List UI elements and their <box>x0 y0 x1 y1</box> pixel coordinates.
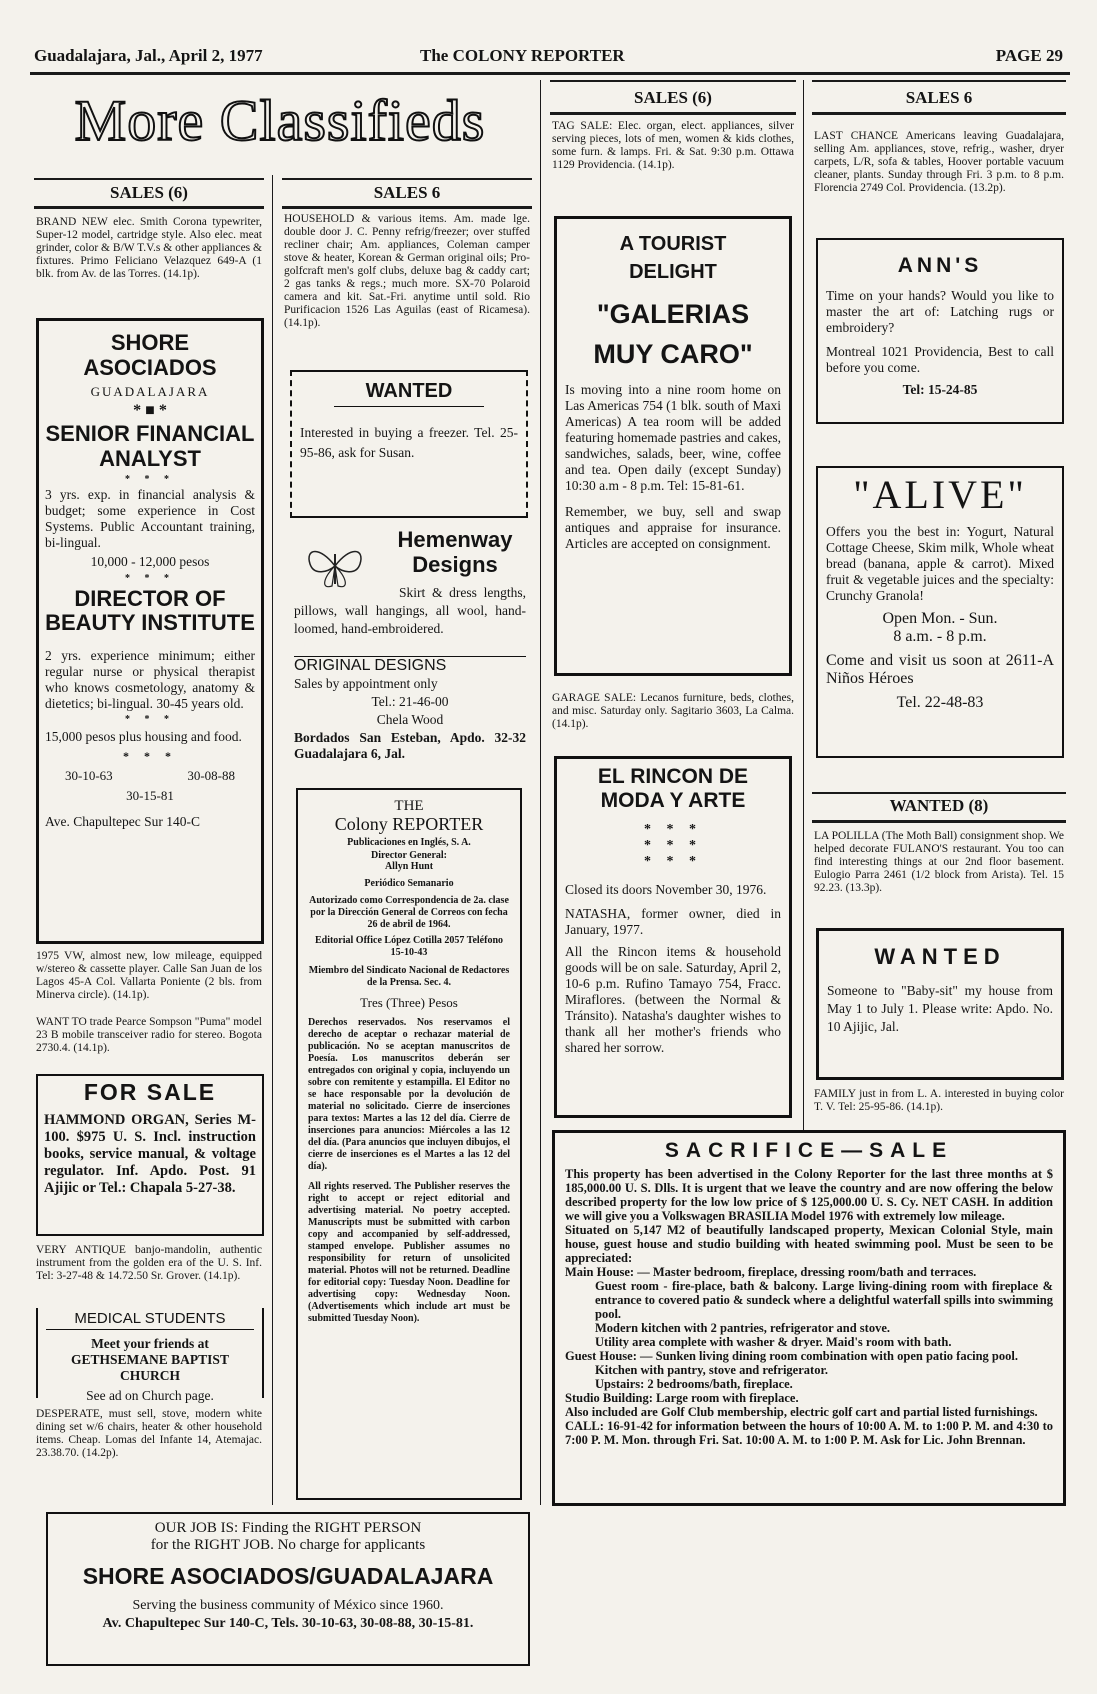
medical-students-ad <box>36 1308 264 1403</box>
call-info: CALL: 16-91-42 for information between the hours of 10:00 A. M. to 1:00 P. M. and 4:30 to 7:00 P. M. Mon. through Fri. Sat. 10:00 A. M. to 1:00 P. M. Ask for Lic. John Brennan. <box>565 1418 1053 1447</box>
classified-ad: HOUSEHOLD & various items. Am. made lge. double door J. C. Penny refrig/freezer; over stuffed recliner chair; Am. appliances, Coleman camper stove & heater, Korean & German original oils; Pro-golfcraft men's golf clubs, deluxe bag & caddy cart; 2 gas tanks & regs.; much more. SX-70 Polaroid camera and kit. Sat.-Fri. anytime until sold. Rio Purificacion 1526 Las Aguilas (east of Ricamesa). (14.1p). <box>284 213 530 329</box>
ad-body: All the Rincon items & household goods will be on sale. Saturday, April 2, 10-6 p.m. Rufino Tamayo 754, Fracc. Miraflores. (between the Normal & Tránsito). Natasha's daughter wishes to thank all her mother's friends who shared her sorrow. <box>565 944 781 1056</box>
separator: * * * <box>644 822 702 838</box>
ad-address: Montreal 1021 Providencia, Best to call before you come. <box>826 343 1054 375</box>
classified-ad: FAMILY just in from L. A. interested in buying color T. V. Tel: 25-95-86. (14.1p). <box>814 1088 1064 1113</box>
also-included: Also included are Golf Club membership, electric golf cart and partial listed furnishings. <box>565 1404 1038 1419</box>
separator: * * * <box>644 854 702 870</box>
ad-title: WANTED <box>874 944 1006 969</box>
shop-name: EL RINCON DE MODA Y ARTE <box>597 765 749 812</box>
ad-body: Skirt & dress lengths, pillows, wall hangings, all wool, hand-loomed, hand-embroidered. <box>294 585 526 636</box>
separator: * * * <box>644 838 702 854</box>
ad-location: Situated on 5,147 M2 of beautifully landscaped property, Mexican Colonial Style, main house, guest house and studio building with heated swimming pool. Must be seen to be appreciated: <box>565 1222 1053 1265</box>
ad-title: SACRIFICE—SALE <box>664 1139 954 1162</box>
job-salary: 15,000 pesos plus housing and food. <box>45 728 242 744</box>
ad-contact: Chela Wood <box>376 712 444 727</box>
section-heading: SALES 6 <box>905 88 973 107</box>
firm-city: GUADALAJARA <box>90 384 210 400</box>
classified-ad: TAG SALE: Elec. organ, elect. appliances, silver serving pieces, lots of men, women & kids clothes, some furn. & lamps. Fri. & Sat. 9:30 p.m. Ottawa 1129 Providencia. (14.1p). <box>552 120 794 171</box>
shop-name: "GALERIAS MUY CARO" <box>593 298 753 369</box>
ad-body-2: Remember, we buy, sell and swap antiques and appraise for insurance. Articles are accepted on consignment. <box>565 503 781 551</box>
ad-title: MEDICAL STUDENTS <box>46 1310 254 1330</box>
ad-brand: ORIGINAL DESIGNS <box>294 656 526 675</box>
studio: Studio Building: Large room with fireplace. <box>565 1390 799 1405</box>
guest-kitchen: Kitchen with pantry, stove and refrigerator. <box>595 1362 828 1377</box>
anns-ad <box>816 238 1064 424</box>
ad-note: See ad on Church page. <box>86 1388 214 1403</box>
ad-line: OUR JOB IS: Finding the RIGHT PERSON <box>154 1520 422 1536</box>
section-heading: WANTED (8) <box>889 796 989 815</box>
reporter-publisher: Publicaciones en Inglés, S. A. <box>347 837 471 848</box>
column-divider <box>540 80 541 1505</box>
header-rule <box>30 72 1070 75</box>
shore-asociados-footer-ad <box>46 1512 530 1666</box>
ad-tel: Tel: 15-24-85 <box>902 381 978 397</box>
membership: Miembro del Sindicato Nacional de Redactores de la Prensa. Sec. 4. <box>308 965 510 988</box>
job-title: SENIOR FINANCIAL ANALYST <box>45 421 255 471</box>
section-masthead: More Classifieds <box>74 88 486 153</box>
ad-hours: 8 a.m. - 8 p.m. <box>893 628 987 645</box>
ad-body: Interested in buying a freezer. Tel. 25-95-86, ask for Susan. <box>300 425 518 461</box>
firm-address: Ave. Chapultepec Sur 140-C <box>45 813 200 829</box>
column-divider <box>803 80 804 1165</box>
hemenway-designs-ad <box>290 524 528 776</box>
separator: * * * <box>125 572 175 584</box>
alive-ad <box>816 466 1064 758</box>
ad-body: Closed its doors November 30, 1976. <box>565 882 767 898</box>
kitchen: Modern kitchen with 2 pantries, refrigerator and stove. <box>595 1320 890 1335</box>
ad-tel: Tel. 22-48-83 <box>896 694 984 711</box>
classified-ad: LAST CHANCE Americans leaving Guadalajara, selling Am. appliances, stove, refrig., washer, dryer carpets, L/R, sofa & tables, Hoover portable vacuum cleaner, plants. Sunday through Fri. 3 p.m. to 8 p.m. Florencia 2749 Col. Providencia. (13.2p). <box>814 130 1064 194</box>
classified-ad: 1975 VW, almost new, low mileage, equipped w/stereo & cassette player. Calle San Juan de los Lagos 45-A Col. Vallarta Poniente (2 bls. from Minerva circle). (14.1p). <box>36 950 262 1001</box>
job-salary: 10,000 - 12,000 pesos <box>90 553 210 569</box>
page-number: PAGE 29 <box>995 46 1063 65</box>
ad-body: Is moving into a nine room home on Las Americas 754 (1 blk. south of Maxi Americas) A tea room will be added featuring homemade pastries and cakes, sandwiches, salads, beer, wine, coffee and tea. Open daily (except Sunday) 10:30 a.m - 8 p.m. Tel: 15-81-61. <box>565 381 781 493</box>
director-name: Allyn Hunt <box>384 861 434 872</box>
phone: 30-10-63 <box>65 767 113 783</box>
shop-name: ANN'S <box>897 254 983 277</box>
ad-tel: Tel.: 21-46-00 <box>371 694 449 709</box>
section-heading: SALES 6 <box>373 183 441 202</box>
main-house: Main House: — Master bedroom, fireplace, dressing room/bath and terraces. <box>565 1264 977 1279</box>
for-sale-ad <box>36 1074 264 1236</box>
rights-english: All rights reserved. The Publisher reserves the right to accept or reject editorial and advertising material. No poetry accepted. Manuscripts must be submitted with carbon copy and accompanied by self-addressed, stamped envelope. Publisher assumes no responsibility for return of unsolicited material. Photos will not be returned. Deadline for editorial copy: Tuesday Noon. Deadline for advertising copy: Wednesday Noon. (Advertisements which include art must be submitted Tuesday Noon). <box>308 1181 510 1324</box>
firm-tagline: Serving the business community of México since 1960. <box>132 1597 444 1613</box>
classified-ad: BRAND NEW elec. Smith Corona typewriter, Super-12 model, cartridge style. Also elec. meat grinder, color & B/W T.V.s & other appliances & fixtures. Primo Feliciano Velazquez 649-A (1 blk. from Av. de las Torres. (14.1p). <box>36 216 262 280</box>
price: Tres (Three) Pesos <box>360 995 458 1010</box>
separator: * * * <box>125 473 175 485</box>
guest-room: Guest room - fire-place, bath & balcony. Large living-dining room with fireplace & entrance to covered patio & sundeck where a delightful waterfall spills into swimming pool. <box>595 1278 1053 1321</box>
editorial-office: Editorial Office López Cotilla 2057 Teléfono 15-10-43 <box>314 935 504 958</box>
section-heading: SALES (6) <box>634 88 712 107</box>
ad-sales: Sales by appointment only <box>294 676 438 691</box>
column-divider <box>272 175 273 1505</box>
section-heading: SALES (6) <box>110 183 188 202</box>
phone: 30-15-81 <box>126 787 174 803</box>
sacrifice-sale-ad <box>552 1130 1066 1506</box>
ad-line: for the RIGHT JOB. No charge for applicants <box>150 1537 426 1553</box>
ad-body: HAMMOND ORGAN, Series M-100. $975 U. S. Incl. instruction books, service manual, & voltage regulator. Inf. Apdo. Post. 91 Ajijic or Tel.: Chapala 5-27-38. <box>44 1111 256 1196</box>
wanted-freezer-ad <box>290 370 528 518</box>
ad-body: Offers you the best in: Yogurt, Natural Cottage Cheese, Skim milk, Whole wheat bread (banana, apple & carrot). Mixed fruit & vegetable juices and the specialty: Crunchy Granola! <box>826 524 1054 603</box>
ad-address: Come and visit us soon at 2611-A Niños Héroes <box>826 652 1054 687</box>
upstairs: Upstairs: 2 bedrooms/bath, fireplace. <box>595 1376 793 1391</box>
ad-body: Time on your hands? Would you like to master the art of: Latching rugs or embroidery? <box>826 287 1054 335</box>
shop-name: "ALIVE" <box>853 472 1027 517</box>
separator: * * * <box>123 748 177 763</box>
rights-spanish: Derechos reservados. Nos reservamos el derecho de aceptar o rechazar material de publicación. No se aceptan manuscritos de Poesía. Los manuscritos deberán ser entregados con original y copia, incluyendo un sobre con remitente y estampilla. El Editor no se hace responsable por la devolución de material no solicitado. Cierre de inserciones para textos: Martes a las 12 del día. Cierre de inserciones para anuncios: Miércoles a las 12 del día. (Para anuncios que incluyen dibujos, el cierre de inserciones es el Martes a las 12 del día). <box>308 1017 510 1172</box>
postal-authorization: Autorizado como Correspondencia de 2a. clase por la Dirección General de Correos con fecha 26 de abril de 1964. <box>309 895 509 930</box>
classified-ad: DESPERATE, must sell, stove, modern white dining set w/6 chairs, heater & other household items. Cheap. Lomas del Infante 14, Atemajac. 23.38.70. (14.2p). <box>36 1408 262 1459</box>
director-label: Director General: <box>371 850 447 861</box>
ad-headline-2: DELIGHT <box>629 261 717 284</box>
wanted-babysit-ad <box>816 928 1064 1080</box>
galerias-muy-caro-ad <box>554 216 792 676</box>
classified-ad: LA POLILLA (The Moth Ball) consignment shop. We helped decorate FULANO'S restaurant. You too can find interesting things at our 2nd floor basement. Eulogio Parra 2461 (1/2 block from Arista). Tel. 15 92.23. (13.3p). <box>814 830 1064 894</box>
ad-body: Someone to "Baby-sit" my house from May 1 to July 1. Please write: Apdo. No. 10 Ajijic, Jal. <box>827 982 1053 1034</box>
ad-address: Bordados San Esteban, Apdo. 32-32 Guadalajara 6, Jal. <box>294 730 526 761</box>
shore-asociados-ad <box>36 318 264 944</box>
job-description: 2 yrs. experience minimum; either regular nurse or physical therapist who knows cosmetology, anatomy & dietetics; bi-lingual. 30-45 years old. <box>45 647 255 711</box>
guest-house: Guest House: — Sunken living dining room combination with open patio facing pool. <box>565 1348 1018 1363</box>
utility: Utility area complete with washer & dryer. Maid's room with bath. <box>595 1334 952 1349</box>
classified-ad: GARAGE SALE: Lecanos furniture, beds, clothes, and misc. Saturday only. Sagitario 3603, La Calma. (14.1p). <box>552 692 794 730</box>
reporter-the: THE <box>394 798 424 814</box>
ad-title: Hemenway Designs <box>397 527 513 577</box>
ad-body: Meet your friends at GETHSEMANE BAPTIST CHURCH <box>71 1336 229 1383</box>
phone: 30-08-88 <box>187 767 235 783</box>
job-description: 3 yrs. exp. in financial analysis & budget; some experience in Cost Systems. Public Accountant training, bi-lingual. <box>45 486 255 550</box>
ad-headline: A TOURIST <box>619 233 727 255</box>
reporter-name: Colony REPORTER <box>334 814 484 834</box>
firm-name-2: ASOCIADOS <box>83 354 217 380</box>
ad-open: Open Mon. - Sun. <box>882 610 998 627</box>
newspaper-name: The COLONY REPORTER <box>420 46 625 65</box>
ad-intro: This property has been advertised in the Colony Reporter for the last three months at $ 185,000.00 U. S. Dlls. It is urgent that we leave the country and are now offering the below described property for the low low price of $ 125,000.00 U. S. Cy. NET CASH. In addition we will give you a Volkswagen BRASILIA Model 1976 with extremely low mileage. <box>565 1166 1053 1223</box>
periodical-type: Periódico Semanario <box>364 878 454 889</box>
ad-body: NATASHA, former owner, died in January, 1977. <box>565 906 781 938</box>
separator: * * * <box>125 713 175 725</box>
classified-ad: VERY ANTIQUE banjo-mandolin, authentic instrument from the golden era of the U. S. Inf. Tel: 3-27-48 & 14.72.50 Sr. Grover. (14.1p). <box>36 1244 262 1282</box>
ad-title: FOR SALE <box>83 1079 217 1105</box>
page-dateline: Guadalajara, Jal., April 2, 1977 <box>34 46 263 65</box>
ad-title: WANTED <box>334 380 484 407</box>
rincon-moda-arte-ad <box>554 756 792 1118</box>
firm-name: SHORE <box>110 330 190 355</box>
classified-ad: WANT TO trade Pearce Sompson "Puma" model 23 B mobile transceiver radio for stereo. Bogota 2730.4. (14.1p). <box>36 1016 262 1054</box>
ornament: * ■ * <box>133 402 167 420</box>
job-title: DIRECTOR OF BEAUTY INSTITUTE <box>45 585 255 636</box>
firm-name: SHORE ASOCIADOS/GUADALAJARA <box>82 1563 494 1589</box>
firm-address: Av. Chapultepec Sur 140-C, Tels. 30-10-63, 30-08-88, 30-15-81. <box>102 1615 474 1631</box>
reporter-masthead-box <box>296 788 522 1500</box>
